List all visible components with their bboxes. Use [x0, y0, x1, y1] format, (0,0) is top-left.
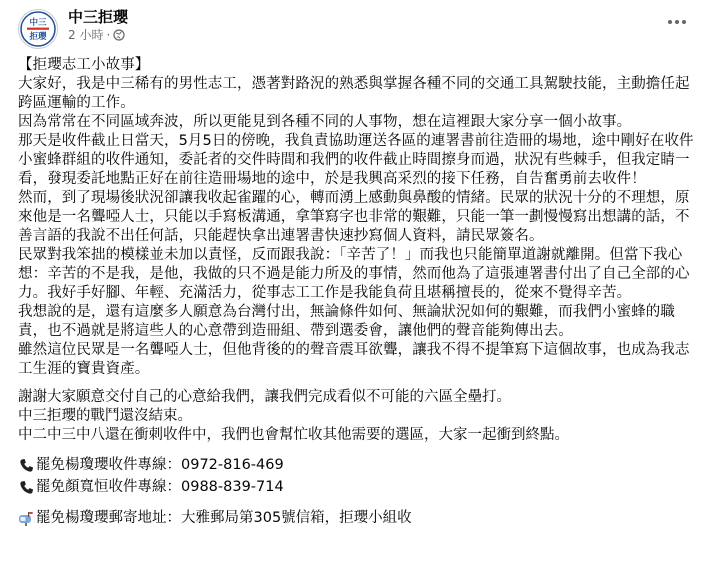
post-header	[18, 0, 696, 56]
page-avatar[interactable]	[18, 9, 58, 49]
phone-icon	[18, 457, 34, 473]
story-title: 【拒瓔志工小故事】	[18, 57, 150, 73]
separator: ·	[106, 28, 111, 42]
post-body	[18, 56, 696, 529]
paragraph-gap	[18, 445, 696, 454]
closing-line: 中三拒瓔的戰鬥還沒結束。	[18, 408, 192, 424]
phone-icon	[18, 479, 34, 495]
story-paragraph: 民眾對我笨拙的模樣並未加以責怪，反而跟我說：「辛苦了！」而我也只能簡單道謝就離開。但當下我心想：辛苦的不是我，是他，我做的只不過是能力所及的事情，然而他為了這張連署書付出了自己全部的心力。我好手好腳、年輕、充滿活力，從事志工工作是我能負荷且堪稱擅長的，從來不覺得辛苦。	[18, 247, 690, 301]
contact-line	[18, 476, 696, 498]
contact-text: 罷免楊瓊瓔收件專線：0972-816-469	[36, 457, 284, 473]
story-paragraph: 大家好，我是中三稀有的男性志工，憑著對路況的熟悉與掌握各種不同的交通工具駕駛技能，主動擔任起跨區運輸的工作。	[18, 76, 690, 111]
contact-line	[18, 454, 696, 476]
post-timestamp[interactable]: 2 小時	[68, 28, 104, 42]
mailbox-icon	[18, 510, 34, 526]
page-name-link[interactable]: 中三拒瓔	[68, 8, 129, 26]
story-paragraph: 然而，到了現場後狀況卻讓我收起雀躍的心，轉而湧上感動與鼻酸的情緒。民眾的狀況十分的不理想，原來他是一名聾啞人士，只能以手寫板溝通，拿筆寫字也非常的艱難，只能一筆一劃慢慢寫出想講的話，不善言語的我說不出任何話，只能趕快拿出連署書快速抄寫個人資料，請民眾簽名。	[18, 190, 690, 244]
paragraph-gap	[18, 379, 696, 388]
paragraph-gap	[18, 498, 696, 507]
page-logo	[19, 10, 57, 48]
closing-line: 中二中三中八還在衝刺收件中，我們也會幫忙收其他需要的選區，大家一起衝到終點。	[18, 427, 569, 443]
closing-line: 謝謝大家願意交付自己的心意給我們，讓我們完成看似不可能的六區全壘打。	[18, 389, 511, 405]
story-paragraph: 因為常常在不同區域奔波，所以更能見到各種不同的人事物，想在這裡跟大家分享一個小故事。	[18, 114, 632, 130]
story-paragraph: 我想說的是，還有這麼多人願意為台灣付出，無論條件如何、無論狀況如何的艱難，而我們小蜜蜂的職責，也不過就是將這些人的心意帶到造冊組、帶到選委會，讓他們的聲音能夠傳出去。	[18, 304, 675, 339]
story-paragraph: 那天是收件截止日當天，5月5日的傍晚，我負責協助運送各區的連署書前往造冊的場地，途中剛好在收件小蜜蜂群組的收件通知，委託者的交件時間和我們的收件截止時間擦身而過，狀況有些棘手，但我定睛一看，發現委託地點正好在前往造冊場地的途中，於是我興高采烈的接下任務，自告奮勇前去收件！	[18, 133, 694, 187]
story-paragraph: 雖然這位民眾是一名聾啞人士，但他背後的的聲音震耳欲聾，讓我不得不提筆寫下這個故事，也成為我志工生涯的寶貴資產。	[18, 342, 690, 377]
mail-line	[18, 507, 696, 529]
logo-text-bottom: 拒瓔	[29, 32, 47, 42]
contact-text: 罷免顏寬恒收件專線：0988-839-714	[36, 479, 284, 495]
globe-icon[interactable]	[113, 29, 125, 41]
logo-text-top: 中三	[29, 18, 47, 28]
mail-address-text: 罷免楊瓊瓔郵寄地址：大雅郵局第305號信箱，拒瓔小組收	[36, 510, 412, 526]
more-icon[interactable]	[662, 10, 692, 34]
post-meta	[68, 7, 128, 43]
post-subtitle	[68, 27, 128, 43]
